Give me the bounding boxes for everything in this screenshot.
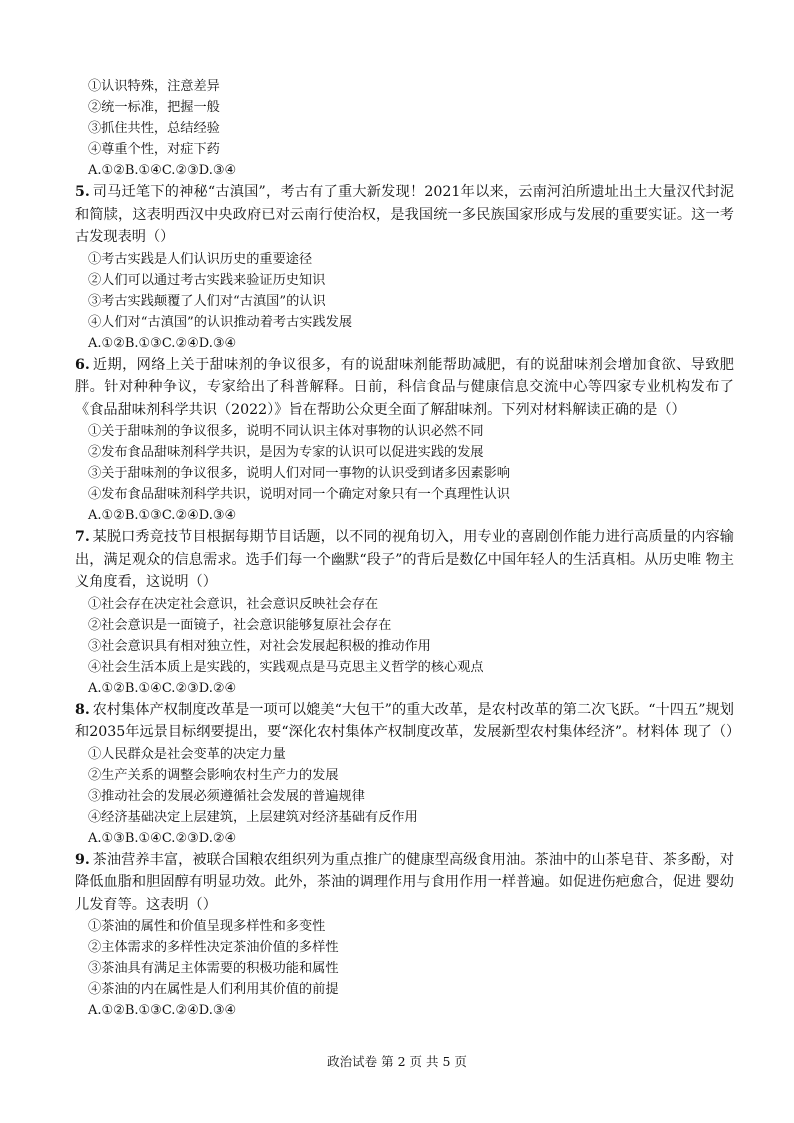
question-9 — [75, 849, 734, 1022]
option: ③关于甜味剂的争议很多，说明人们对同一事物的认识受到诸多因素影响 — [88, 466, 510, 481]
question-stem — [75, 181, 734, 249]
question-text: 近期，网络上关于甜味剂的争议很多，有的说甜味剂能帮助减肥，有的说甜味剂会增加食欲、导致肥胖。针对种种争议，专家给出了科普解释。日前，科信食品与健康信息交流中心等四家专业机构发布了《食品甜味剂科学共识（2022）》旨在帮助公众更全面了解甜味剂。下列对材料解读正确的是（） — [75, 356, 734, 418]
question-8 — [75, 699, 741, 849]
answer-choices: A.①②B.①④C.②③D.②④ — [88, 680, 237, 696]
question-4-tail — [88, 76, 734, 181]
option: ②统一标准，把握一般 — [88, 100, 220, 115]
answer-choices: A.①②B.①③C.②④D.③④ — [88, 508, 237, 523]
option: ①人民群众是社会变革的决定力量 — [88, 746, 286, 762]
question-7 — [75, 526, 734, 699]
question-text: 司马迁笔下的神秘“古滇国”，考古有了重大新发现！2021年以来，云南河泊所遗址出土大量汉代封泥和简牍，这表明西汉中央政府已对云南行使治权，是我国统一多民族国家形成与发展的重要实证。这一考古发现表明（） — [75, 184, 734, 245]
option: ①认识特殊，注意差异 — [88, 79, 220, 94]
question-number: 6. — [75, 356, 90, 373]
question-stem — [75, 526, 734, 594]
question-number: 5. — [75, 184, 90, 200]
option: ①社会存在决定社会意识，社会意识反映社会存在 — [88, 596, 379, 612]
option: ②社会意识是一面镜子，社会意识能够复原社会存在 — [88, 617, 392, 633]
option: ③抓住共性，总结经验 — [88, 121, 220, 136]
answer-choices: A.①③B.①④C.②③D.②④ — [88, 830, 237, 846]
question-text: 农村集体产权制度改革是一项可以媲美“大包干”的重大改革，是农村改革的第二次飞跃。“十四五”规划和2035年远景目标纲要提出，要“深化农村集体产权制度改革，发展新型农村集体经济”。材料体 现了（） — [75, 701, 741, 740]
option: ④尊重个性，对症下药 — [88, 142, 220, 157]
question-stem — [75, 354, 734, 422]
question-5 — [75, 181, 734, 354]
option: ③茶油具有满足主体需要的积极功能和属性 — [88, 961, 339, 976]
question-6 — [75, 354, 734, 527]
option: ②生产关系的调整会影响农村生产力的发展 — [88, 767, 339, 783]
option: ②人们可以通过考古实践来验证历史知识 — [88, 272, 326, 288]
option: ③考古实践颠覆了人们对“古滇国”的认识 — [88, 293, 326, 309]
option: ①关于甜味剂的争议很多，说明不同认识主体对事物的认识必然不同 — [88, 424, 484, 439]
question-text: 某脱口秀竞技节目根据每期节目话题，以不同的视角切入，用专业的喜剧创作能力进行高质量的内容输出，满足观众的信息需求。选手们每一个幽默“段子”的背后是数亿中国年轻人的生活真相。从历史唯 物主义角度看，这说明（） — [75, 529, 734, 590]
option: ③推动社会的发展必须遵循社会发展的普遍规律 — [88, 788, 365, 804]
answer-choices: A.①②B.①③C.②④D.③④ — [88, 335, 237, 351]
question-stem — [75, 699, 741, 744]
option: ④社会生活本质上是实践的，实践观点是马克思主义哲学的核心观点 — [88, 659, 484, 675]
option: ③社会意识具有相对独立性，对社会发展起积极的推动作用 — [88, 638, 431, 654]
page-footer: 政治试卷 第 2 页 共 5 页 — [327, 1054, 467, 1069]
question-stem — [75, 849, 734, 917]
option: ④发布食品甜味剂科学共识，说明对同一个确定对象只有一个真理性认识 — [88, 487, 510, 502]
question-number: 8. — [75, 701, 90, 718]
question-number: 9. — [75, 851, 90, 868]
answer-choices: A.①②B.①③C.②④D.③④ — [88, 1003, 237, 1018]
option: ②主体需求的多样性决定茶油价值的多样性 — [88, 940, 339, 955]
option: ②发布食品甜味剂科学共识，是因为专家的认识可以促进实践的发展 — [88, 445, 484, 460]
option: ④经济基础决定上层建筑，上层建筑对经济基础有反作用 — [88, 809, 418, 825]
question-number: 7. — [75, 529, 90, 545]
option: ④茶油的内在属性是人们利用其价值的前提 — [88, 982, 339, 997]
answer-choices: A.①②B.①④C.②③D.③④ — [88, 163, 237, 178]
question-text: 茶油营养丰富，被联合国粮农组织列为重点推广的健康型高级食用油。茶油中的山茶皂苷、茶多酚，对降低血脂和胆固醇有明显功效。此外，茶油的调理作用与食用作用一样普遍。如促进伤疤愈合，促进 婴幼儿发育等。这表明（） — [75, 851, 734, 913]
option: ①茶油的属性和价值呈现多样性和多变性 — [88, 919, 326, 934]
option: ④人们对“古滇国”的认识推动着考古实践发展 — [88, 314, 353, 330]
option: ①考古实践是人们认识历史的重要途径 — [88, 251, 313, 267]
